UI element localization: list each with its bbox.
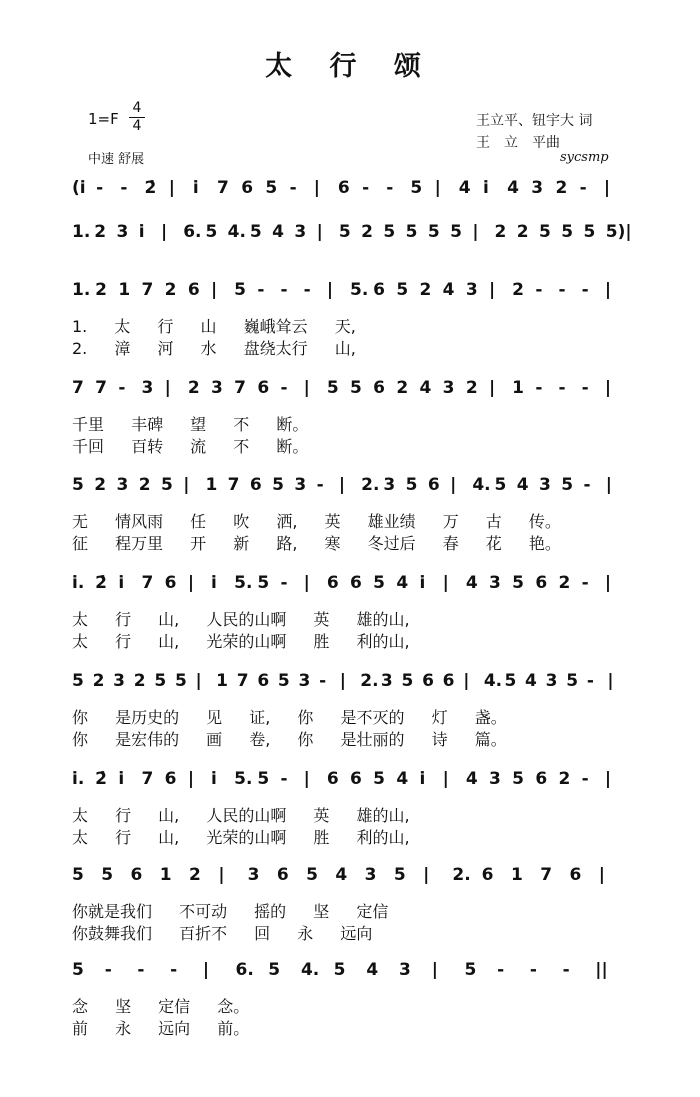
barline: |	[202, 960, 210, 980]
note: 5	[504, 671, 517, 691]
note: 6	[130, 865, 143, 885]
note: -	[497, 960, 505, 980]
time-signature	[129, 100, 145, 135]
barline: |	[164, 378, 171, 398]
note: 2	[465, 378, 478, 398]
barline: |	[211, 280, 218, 300]
note: -	[257, 280, 265, 300]
barline: 5)|	[605, 222, 632, 242]
note: 2	[187, 378, 200, 398]
barline: |	[604, 378, 612, 398]
barline: |	[303, 573, 310, 593]
note: 6	[535, 769, 548, 789]
note: 7	[236, 671, 249, 691]
note: 5	[464, 960, 477, 980]
note: 7	[217, 178, 229, 198]
barline: |	[423, 865, 430, 885]
note: 6	[535, 573, 548, 593]
note: 7	[141, 769, 154, 789]
note: 4	[525, 671, 537, 691]
note: -	[529, 960, 537, 980]
note: 2	[94, 475, 107, 495]
note: 5	[396, 280, 409, 300]
note: 4	[465, 769, 478, 789]
note: 3	[539, 475, 551, 495]
note: 2	[512, 280, 524, 300]
note: 2	[138, 475, 151, 495]
note: 7	[540, 865, 553, 885]
note: 1	[510, 865, 523, 885]
lyricist-credit: 王立平、钮宇大 词	[476, 113, 593, 129]
note: 3	[465, 280, 478, 300]
note: -	[535, 280, 543, 300]
lyric-line: 你 是宏伟的 画 卷, 你 是壮丽的 诗 篇。	[72, 730, 507, 749]
note: i̇	[419, 573, 426, 593]
note: 5	[333, 960, 346, 980]
barline: |	[434, 178, 441, 198]
barline: |	[303, 378, 310, 398]
note: 3	[294, 475, 307, 495]
note: 5.	[234, 769, 253, 789]
barline: |	[431, 960, 438, 980]
key-signature: 1=F	[88, 110, 119, 128]
note: 2	[189, 865, 201, 885]
note: 2.	[360, 671, 379, 691]
note: 6	[187, 280, 200, 300]
note: 2	[558, 769, 571, 789]
note: 4	[419, 378, 432, 398]
note: 6	[422, 671, 434, 691]
note: -	[137, 960, 145, 980]
note: 5	[72, 960, 84, 980]
note: 5	[373, 573, 385, 593]
note: 7	[227, 475, 240, 495]
note: 5	[512, 573, 524, 593]
note: 4	[335, 865, 348, 885]
note: 4	[272, 222, 284, 242]
note: 6	[164, 573, 177, 593]
note: 4.	[472, 475, 491, 495]
note: i̇	[192, 178, 199, 198]
note: 2	[419, 280, 432, 300]
note: 5	[205, 222, 218, 242]
note: 6	[442, 671, 455, 691]
note: 2	[396, 378, 409, 398]
note: i̇	[211, 769, 217, 789]
note: 2.	[452, 865, 471, 885]
note: 5	[257, 573, 270, 593]
note: i̇	[138, 222, 145, 242]
note: 4	[458, 178, 471, 198]
note: -	[562, 960, 570, 980]
note: -	[586, 671, 594, 691]
time-signature-bottom: 4	[129, 117, 145, 135]
note: 7	[234, 378, 246, 398]
note: -	[316, 475, 324, 495]
barline: |	[607, 671, 614, 691]
note: 5	[401, 671, 414, 691]
lyric-line: 太 行 山, 光荣的山啊 胜 利的山,	[72, 828, 410, 847]
lyric-line: 太 行 山, 人民的山啊 英 雄的山,	[72, 610, 410, 629]
lyric-line: 你鼓舞我们 百折不 回 永 远向	[72, 924, 373, 943]
note: i̇	[419, 769, 426, 789]
signature-mark: sycsmp	[560, 150, 609, 165]
note: 5	[257, 769, 270, 789]
note: 5	[101, 865, 114, 885]
note: 5	[326, 378, 339, 398]
barline: |	[604, 573, 612, 593]
barline: |	[183, 475, 190, 495]
note: 3	[489, 769, 501, 789]
barline: |	[187, 769, 195, 789]
note: 5	[539, 222, 551, 242]
note: 5	[174, 671, 187, 691]
note: 7	[141, 573, 154, 593]
note: 6	[337, 178, 350, 198]
note: 3	[298, 671, 311, 691]
note: 6.	[183, 222, 202, 242]
note: 4	[366, 960, 379, 980]
barline: |	[450, 475, 457, 495]
barline: |	[442, 573, 449, 593]
note: 3	[531, 178, 544, 198]
note: -	[581, 280, 589, 300]
note: (i̇	[72, 178, 86, 198]
lyric-line: 征 程万里 开 新 路, 寒 冬过后 春 花 艳。	[72, 534, 561, 553]
note: 5.	[350, 280, 369, 300]
note: 5	[494, 475, 507, 495]
note: -	[280, 280, 288, 300]
note: 1	[512, 378, 524, 398]
barline: |	[326, 280, 334, 300]
barline: |	[160, 222, 168, 242]
note: 6	[481, 865, 494, 885]
note: 1	[216, 671, 228, 691]
note: -	[280, 769, 288, 789]
note: 2̇	[144, 178, 157, 198]
note: 1.	[72, 280, 91, 300]
note: 5	[265, 178, 278, 198]
lyric-line: 无 情风雨 任 吹 洒, 英 雄业绩 万 古 传。	[72, 512, 561, 531]
note: 2̇	[95, 573, 107, 593]
barline: |	[463, 671, 470, 691]
note: -	[362, 178, 370, 198]
note: i̇.	[72, 573, 85, 593]
note: -	[583, 475, 591, 495]
note: 3	[383, 475, 396, 495]
note: 6	[241, 178, 254, 198]
note: 6	[276, 865, 289, 885]
note: 2.	[361, 475, 380, 495]
note: 4.	[483, 671, 503, 691]
note: -	[535, 378, 543, 398]
note: 5	[405, 222, 418, 242]
barline: |	[168, 178, 175, 198]
note: 5	[277, 671, 290, 691]
note: 5	[272, 475, 284, 495]
note: -	[581, 573, 589, 593]
barline: |	[338, 475, 346, 495]
composer-credit: 王 立 平曲	[476, 135, 560, 151]
note: 6	[350, 769, 362, 789]
note: 4.	[227, 222, 246, 242]
barline: |	[605, 475, 612, 495]
barline: |	[313, 178, 320, 198]
note: 5	[350, 378, 362, 398]
note: 5.	[234, 573, 253, 593]
note: 6.	[235, 960, 254, 980]
barline: |	[218, 865, 225, 885]
note: 6	[257, 671, 270, 691]
note: 2	[361, 222, 373, 242]
note: 5	[249, 222, 262, 242]
note: 6	[350, 573, 362, 593]
note: 1.	[72, 222, 91, 242]
note: 3	[380, 671, 393, 691]
lyric-line: 千里 丰碑 望 不 断。	[72, 415, 309, 434]
note: -	[581, 769, 589, 789]
note: 5	[427, 222, 440, 242]
note: -	[581, 378, 589, 398]
note: 4.	[300, 960, 320, 980]
note: 4	[507, 178, 519, 198]
note: 5	[512, 769, 524, 789]
barline: |	[604, 280, 612, 300]
note: 6	[326, 769, 339, 789]
barline: |	[489, 280, 496, 300]
note: 5	[583, 222, 596, 242]
note: 2	[555, 178, 568, 198]
note: 5	[561, 475, 574, 495]
note: -	[386, 178, 394, 198]
barline: |	[442, 769, 449, 789]
note: 7	[95, 378, 107, 398]
note: 5	[383, 222, 396, 242]
note: 3	[545, 671, 558, 691]
barline: ||	[595, 960, 608, 980]
barline: |	[339, 671, 346, 691]
note: -	[558, 378, 566, 398]
note: 3	[489, 573, 501, 593]
note: 2	[516, 222, 529, 242]
time-signature-top: 4	[132, 100, 142, 116]
note: 6	[427, 475, 440, 495]
note: 3	[116, 222, 129, 242]
note: 6	[257, 378, 270, 398]
note: 2	[94, 222, 107, 242]
note: 5	[234, 280, 246, 300]
note: 3	[141, 378, 154, 398]
lyric-line: 太 行 山, 人民的山啊 英 雄的山,	[72, 806, 410, 825]
barline: |	[316, 222, 323, 242]
note: 4	[442, 280, 455, 300]
note: 5	[450, 222, 462, 242]
note: 6	[164, 769, 177, 789]
note: i̇	[211, 573, 217, 593]
note: 3	[364, 865, 377, 885]
note: 4	[396, 573, 409, 593]
note: 6	[249, 475, 262, 495]
note: 5	[72, 475, 84, 495]
note: 5	[410, 178, 423, 198]
note: 3	[399, 960, 411, 980]
note: 4	[396, 769, 409, 789]
note: 1	[118, 280, 131, 300]
note: 6	[326, 573, 339, 593]
note: 5	[154, 671, 167, 691]
note: 5	[373, 769, 385, 789]
note: 3	[294, 222, 307, 242]
lyric-line: 你就是我们 不可动 摇的 坚 定信	[72, 902, 389, 921]
note: 2	[164, 280, 177, 300]
note: 6	[373, 280, 385, 300]
note: 5	[338, 222, 351, 242]
note: 2	[95, 280, 107, 300]
lyric-line: 前 永 远向 前。	[72, 1019, 250, 1038]
note: -	[170, 960, 178, 980]
note: 5	[405, 475, 418, 495]
note: -	[104, 960, 112, 980]
note: 3	[247, 865, 260, 885]
barline: |	[598, 865, 605, 885]
note: 3	[211, 378, 223, 398]
note: 3	[116, 475, 129, 495]
barline: |	[195, 671, 202, 691]
barline: |	[472, 222, 479, 242]
note: 4	[465, 573, 478, 593]
barline: |	[603, 178, 611, 198]
note: -	[280, 378, 288, 398]
note: 2	[133, 671, 146, 691]
note: 1	[205, 475, 218, 495]
lyric-line: 1. 太 行 山 巍峨耸云 天,	[72, 317, 356, 336]
note: i̇	[118, 769, 125, 789]
note: 2̇	[95, 769, 107, 789]
lyric-line: 2. 漳 河 水 盘绕太行 山,	[72, 339, 356, 358]
note: 7	[141, 280, 154, 300]
barline: |	[303, 769, 310, 789]
note: 5	[268, 960, 281, 980]
note: 3	[113, 671, 126, 691]
note: 3	[442, 378, 455, 398]
lyric-line: 千回 百转 流 不 断。	[72, 437, 309, 456]
note: -	[558, 280, 566, 300]
barline: |	[604, 769, 612, 789]
note: 6	[373, 378, 385, 398]
note: 5	[306, 865, 318, 885]
song-title: 太 行 颂	[265, 51, 435, 82]
note: i̇.	[72, 769, 85, 789]
note: -	[303, 280, 311, 300]
note: 2	[558, 573, 571, 593]
note: 2	[494, 222, 507, 242]
note: 5	[566, 671, 579, 691]
note: 2	[92, 671, 105, 691]
barline: |	[489, 378, 496, 398]
note: -	[289, 178, 297, 198]
note: 5	[72, 865, 84, 885]
note: i̇	[482, 178, 489, 198]
note: -	[96, 178, 104, 198]
note: i̇	[118, 573, 125, 593]
note: 5	[160, 475, 173, 495]
barline: |	[187, 573, 195, 593]
note: -	[120, 178, 128, 198]
note: 5	[72, 671, 84, 691]
lyric-line: 念 坚 定信 念。	[72, 997, 250, 1016]
note: 7	[72, 378, 84, 398]
note: -	[280, 573, 288, 593]
note: -	[118, 378, 126, 398]
lyric-line: 太 行 山, 光荣的山啊 胜 利的山,	[72, 632, 410, 651]
tempo-marking: 中速 舒展	[88, 152, 145, 167]
note: 6	[569, 865, 582, 885]
note: 5	[393, 865, 406, 885]
note: 4	[516, 475, 529, 495]
lyric-line: 你 是历史的 见 证, 你 是不灭的 灯 盏。	[72, 708, 507, 727]
note: 1	[159, 865, 172, 885]
note: 5	[561, 222, 574, 242]
note: -	[319, 671, 327, 691]
note: -	[579, 178, 587, 198]
